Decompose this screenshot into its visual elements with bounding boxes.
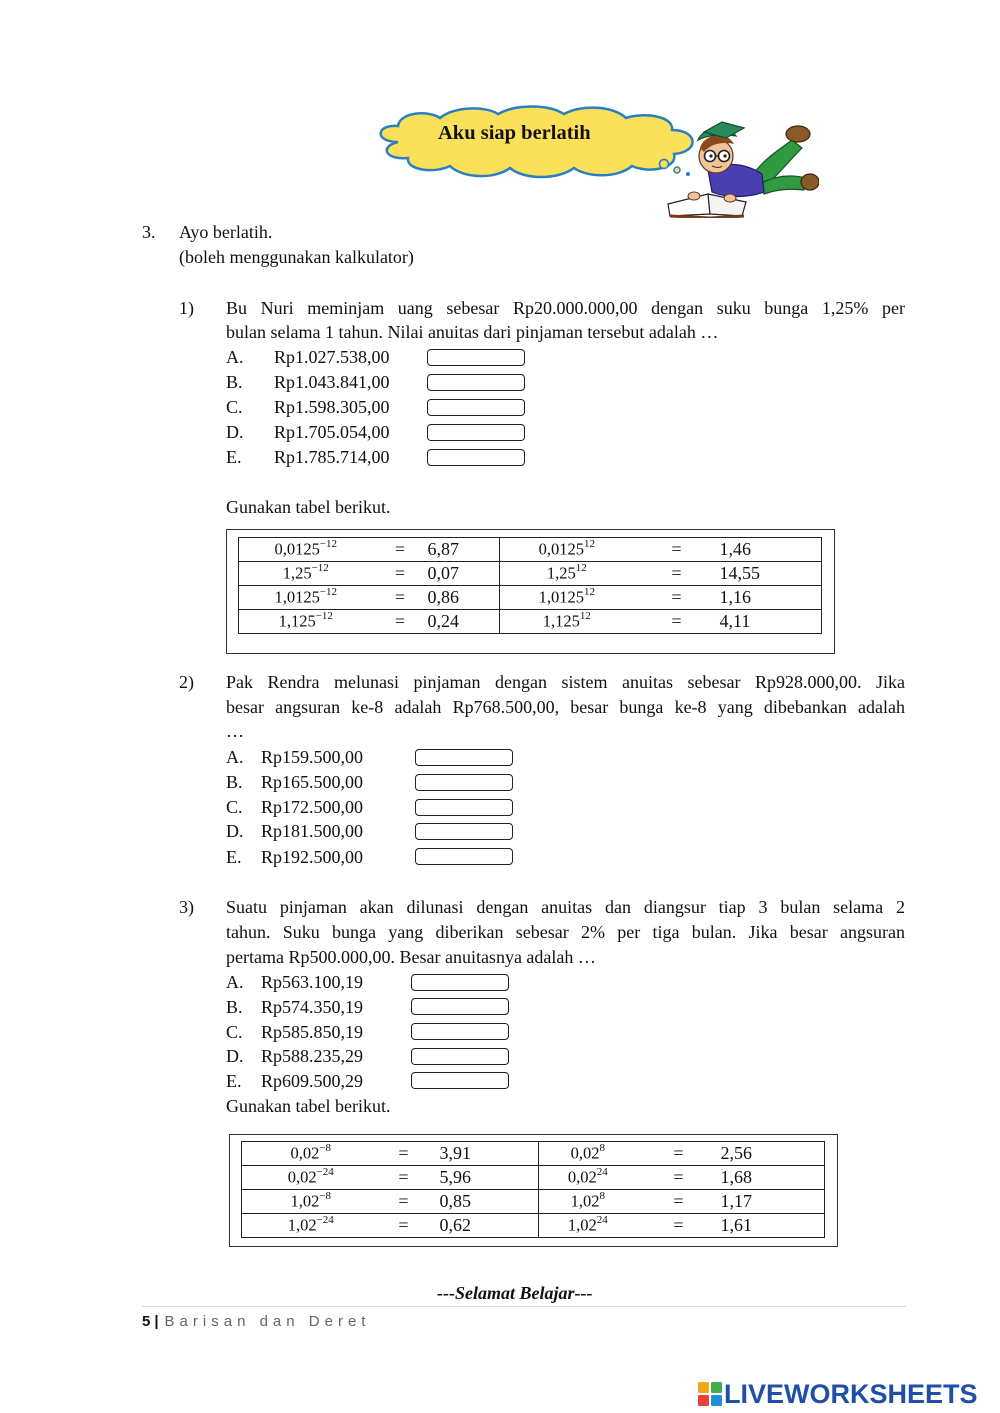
question-1-line-2: bulan selama 1 tahun. Nilai anuitas dari pinjaman tersebut adalah … bbox=[226, 322, 719, 342]
q2-option-b-text: Rp165.500,00 bbox=[261, 772, 364, 792]
q2-option-b-letter: B. bbox=[226, 772, 243, 792]
footer-separator: | bbox=[154, 1313, 159, 1330]
q3-r2-left-power: $0,02^{-24}$ bbox=[242, 1166, 380, 1190]
q3-r4-right-equals: = bbox=[637, 1214, 721, 1238]
q1-r4-left-value: 0,24 bbox=[428, 610, 500, 634]
q3-r3-left-equals: = bbox=[380, 1190, 428, 1214]
q3-option-d-answer-box[interactable] bbox=[411, 1048, 509, 1065]
reading-boy-illustration bbox=[664, 118, 819, 218]
q3-r3-right-power: 1,02$^8$ bbox=[539, 1190, 637, 1214]
q2-option-a-letter: A. bbox=[226, 747, 244, 767]
question-3-line-1: Suatu pinjaman akan dilunasi dengan anuitas dan diangsur tiap 3 bulan selama 2 bbox=[226, 897, 905, 917]
q3-r2-right-power: 0,02$^{24}$ bbox=[539, 1166, 637, 1190]
footer-title: Barisan dan Deret bbox=[164, 1313, 371, 1330]
q3-r1-left-value: 3,91 bbox=[428, 1142, 539, 1166]
q1-option-c-text: Rp1.598.305,00 bbox=[274, 397, 390, 417]
question-3-number: 3) bbox=[179, 897, 194, 917]
q1-option-a-answer-box[interactable] bbox=[427, 349, 525, 366]
q3-r1-right-equals: = bbox=[637, 1142, 721, 1166]
q3-r4-right-value: 1,61 bbox=[721, 1214, 825, 1238]
question-3-line-2: tahun. Suku bunga yang diberikan sebesar 2% per tiga bulan. Jika besar angsuran bbox=[226, 922, 905, 942]
footer-page-number bbox=[142, 1308, 370, 1334]
q2-option-d-text: Rp181.500,00 bbox=[261, 821, 364, 841]
q3-option-b-letter: B. bbox=[226, 997, 243, 1017]
q1-table-row bbox=[239, 610, 822, 634]
q1-r4-right-equals: = bbox=[634, 610, 720, 634]
q3-r3-left-power: $1,02^{-8}$ bbox=[242, 1190, 380, 1214]
q1-option-e-letter: E. bbox=[226, 447, 242, 467]
q1-r4-right-power: 1,125$^{12}$ bbox=[500, 610, 634, 634]
q1-option-b-letter: B. bbox=[226, 372, 243, 392]
q3-option-b-answer-box[interactable] bbox=[411, 998, 509, 1015]
q1-r3-right-equals: = bbox=[634, 586, 720, 610]
q1-r2-left-power: $1,25^{-12}$ bbox=[239, 562, 373, 586]
q1-r1-left-equals: = bbox=[373, 538, 428, 562]
q1-option-a-letter: A. bbox=[226, 347, 244, 367]
q3-r1-left-power: $0,02^{-8}$ bbox=[242, 1142, 380, 1166]
q2-option-e-letter: E. bbox=[226, 847, 242, 867]
q1-value-table bbox=[238, 537, 822, 634]
q1-option-d-text: Rp1.705.054,00 bbox=[274, 422, 390, 442]
q2-option-e-text: Rp192.500,00 bbox=[261, 847, 364, 867]
q1-r1-left-value: 6,87 bbox=[428, 538, 500, 562]
q3-r3-right-value: 1,17 bbox=[721, 1190, 825, 1214]
q1-r4-left-power: $1,125^{-12}$ bbox=[239, 610, 373, 634]
closing-text: ---Selamat Belajar--- bbox=[437, 1283, 593, 1303]
q1-option-b-answer-box[interactable] bbox=[427, 374, 525, 391]
q1-table-row bbox=[239, 538, 822, 562]
footer-rule bbox=[142, 1306, 906, 1307]
q1-r3-right-power: 1,0125$^{12}$ bbox=[500, 586, 634, 610]
q3-option-e-letter: E. bbox=[226, 1071, 242, 1091]
q3-r1-right-power: 0,02$^8$ bbox=[539, 1142, 637, 1166]
q1-r2-left-equals: = bbox=[373, 562, 428, 586]
q1-r2-right-power: 1,25$^{12}$ bbox=[500, 562, 634, 586]
q3-option-c-letter: C. bbox=[226, 1022, 243, 1042]
q1-option-e-text: Rp1.785.714,00 bbox=[274, 447, 390, 467]
q3-r4-left-value: 0,62 bbox=[428, 1214, 539, 1238]
q3-option-a-letter: A. bbox=[226, 972, 244, 992]
q2-option-d-answer-box[interactable] bbox=[415, 823, 513, 840]
q3-table-intro: Gunakan tabel berikut. bbox=[226, 1096, 391, 1116]
question-2-line-1: Pak Rendra melunasi pinjaman dengan sistem anuitas sebesar Rp928.000,00. Jika bbox=[226, 672, 905, 692]
q1-r1-right-power: 0,0125$^{12}$ bbox=[500, 538, 634, 562]
q1-option-c-letter: C. bbox=[226, 397, 243, 417]
q3-table-row bbox=[242, 1166, 825, 1190]
q3-option-a-answer-box[interactable] bbox=[411, 974, 509, 991]
q3-r4-left-power: $1,02^{-24}$ bbox=[242, 1214, 380, 1238]
q2-option-a-text: Rp159.500,00 bbox=[261, 747, 364, 767]
q3-r2-right-equals: = bbox=[637, 1166, 721, 1190]
q1-table-intro: Gunakan tabel berikut. bbox=[226, 497, 391, 517]
q3-table-row bbox=[242, 1214, 825, 1238]
q3-r1-right-value: 2,56 bbox=[721, 1142, 825, 1166]
q3-r2-left-equals: = bbox=[380, 1166, 428, 1190]
q3-table-row bbox=[242, 1190, 825, 1214]
q1-r1-right-value: 1,46 bbox=[720, 538, 822, 562]
q1-r4-right-value: 4,11 bbox=[720, 610, 822, 634]
q2-option-e-answer-box[interactable] bbox=[415, 848, 513, 865]
question-2-number: 2) bbox=[179, 672, 194, 692]
liveworksheets-icon bbox=[698, 1382, 722, 1406]
question-1-line-1: Bu Nuri meminjam uang sebesar Rp20.000.000,00 dengan suku bunga 1,25% per bbox=[226, 298, 905, 318]
q2-option-d-letter: D. bbox=[226, 821, 244, 841]
q3-value-table bbox=[241, 1141, 825, 1238]
q1-r3-left-power: $1,0125^{-12}$ bbox=[239, 586, 373, 610]
q1-r4-left-equals: = bbox=[373, 610, 428, 634]
q3-r3-right-equals: = bbox=[637, 1190, 721, 1214]
q3-r4-left-equals: = bbox=[380, 1214, 428, 1238]
question-2-line-3: … bbox=[226, 721, 244, 741]
q1-r3-right-value: 1,16 bbox=[720, 586, 822, 610]
q3-r1-left-equals: = bbox=[380, 1142, 428, 1166]
q1-r2-right-equals: = bbox=[634, 562, 720, 586]
q2-option-a-answer-box[interactable] bbox=[415, 749, 513, 766]
q1-option-d-letter: D. bbox=[226, 422, 244, 442]
question-1-number: 1) bbox=[179, 298, 194, 318]
q1-option-e-answer-box[interactable] bbox=[427, 449, 525, 466]
section-title: Ayo berlatih. bbox=[179, 222, 273, 242]
q2-option-c-letter: C. bbox=[226, 797, 243, 817]
q1-option-d-answer-box[interactable] bbox=[427, 424, 525, 441]
section-number: 3. bbox=[142, 222, 156, 242]
q3-option-d-letter: D. bbox=[226, 1046, 244, 1066]
q2-option-c-text: Rp172.500,00 bbox=[261, 797, 364, 817]
q3-r4-right-power: 1,02$^{24}$ bbox=[539, 1214, 637, 1238]
page-number: 5 bbox=[142, 1313, 151, 1330]
q1-r2-right-value: 14,55 bbox=[720, 562, 822, 586]
q3-option-e-text: Rp609.500,29 bbox=[261, 1071, 364, 1091]
q1-r1-left-power: $0,0125^{-12}$ bbox=[239, 538, 373, 562]
q3-option-e-answer-box[interactable] bbox=[411, 1072, 509, 1089]
q3-table-row bbox=[242, 1142, 825, 1166]
q1-table-row bbox=[239, 586, 822, 610]
q1-option-b-text: Rp1.043.841,00 bbox=[274, 372, 390, 392]
question-2-line-2: besar angsuran ke-8 adalah Rp768.500,00, besar bunga ke-8 yang dibebankan adalah bbox=[226, 697, 905, 717]
q3-r2-right-value: 1,68 bbox=[721, 1166, 825, 1190]
question-3-line-3: pertama Rp500.000,00. Besar anuitasnya adalah … bbox=[226, 947, 596, 967]
q3-r3-left-value: 0,85 bbox=[428, 1190, 539, 1214]
q3-option-c-text: Rp585.850,19 bbox=[261, 1022, 364, 1042]
q1-option-a-text: Rp1.027.538,00 bbox=[274, 347, 390, 367]
q3-option-c-answer-box[interactable] bbox=[411, 1023, 509, 1040]
q1-table-row bbox=[239, 562, 822, 586]
q3-option-a-text: Rp563.100,19 bbox=[261, 972, 364, 992]
q3-r2-left-value: 5,96 bbox=[428, 1166, 539, 1190]
section-note: (boleh menggunakan kalkulator) bbox=[179, 247, 414, 267]
q2-option-c-answer-box[interactable] bbox=[415, 799, 513, 816]
banner-title: Aku siap berlatih bbox=[438, 122, 591, 144]
q1-r3-left-equals: = bbox=[373, 586, 428, 610]
q2-option-b-answer-box[interactable] bbox=[415, 774, 513, 791]
q3-option-d-text: Rp588.235,29 bbox=[261, 1046, 364, 1066]
q1-option-c-answer-box[interactable] bbox=[427, 399, 525, 416]
q1-r2-left-value: 0,07 bbox=[428, 562, 500, 586]
liveworksheets-wordmark: LIVEWORKSHEETS bbox=[724, 1379, 978, 1409]
q1-r3-left-value: 0,86 bbox=[428, 586, 500, 610]
q3-option-b-text: Rp574.350,19 bbox=[261, 997, 364, 1017]
q1-r1-right-equals: = bbox=[634, 538, 720, 562]
